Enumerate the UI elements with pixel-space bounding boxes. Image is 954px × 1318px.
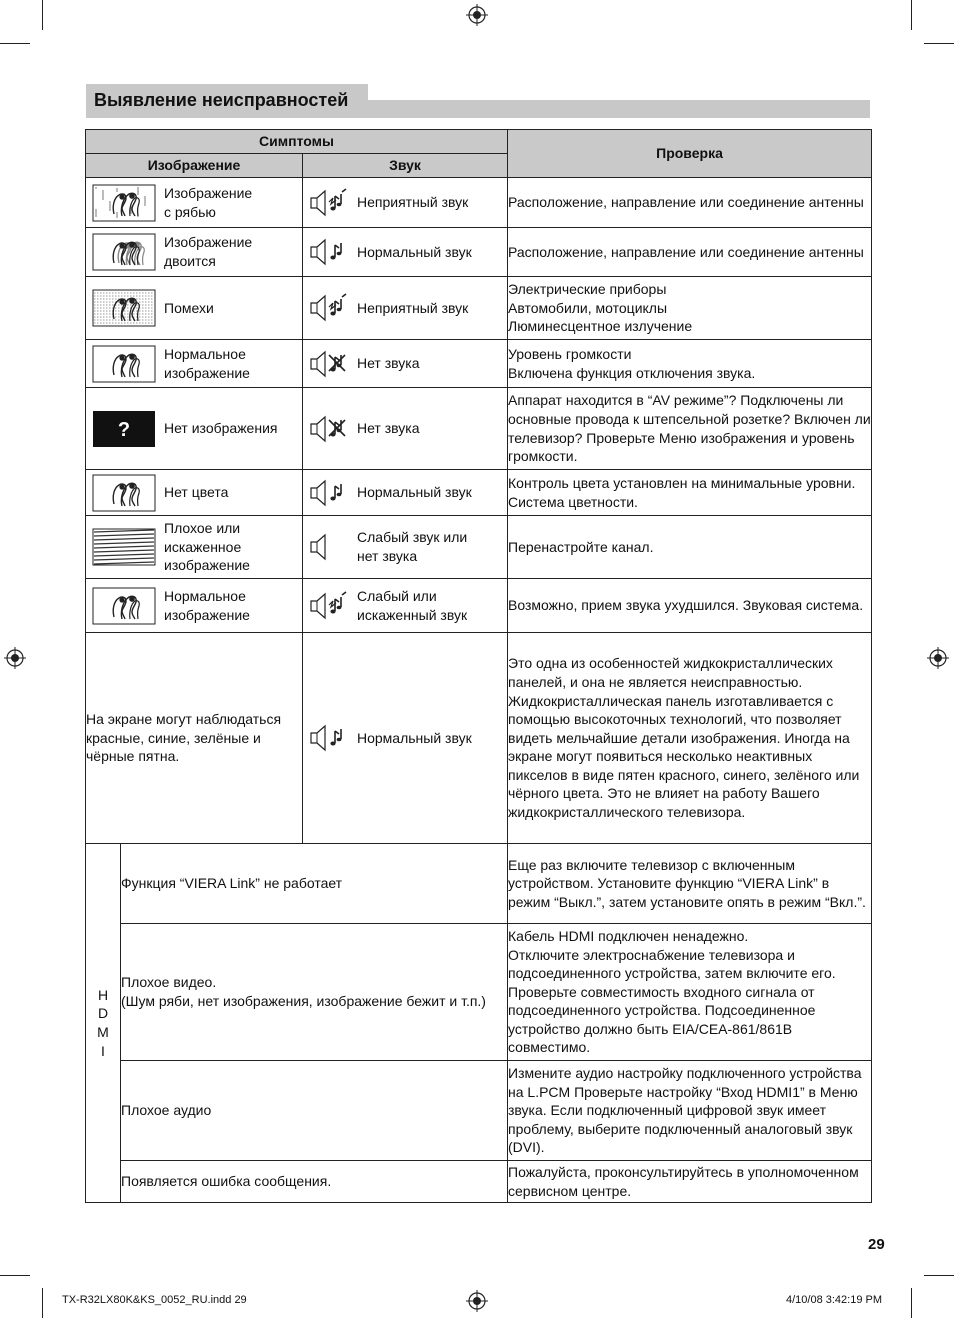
sound-symptom-text: Нормальный звук xyxy=(357,243,472,260)
normal-picture-icon xyxy=(92,345,156,383)
bad-sound-icon xyxy=(309,188,347,218)
crop-mark xyxy=(42,1288,43,1318)
check-text: Уровень громкости Включена функция отключения звука. xyxy=(508,340,872,388)
header-symptoms: Симптомы xyxy=(86,130,508,154)
crop-mark xyxy=(924,1275,954,1276)
picture-symptom-cell xyxy=(86,277,303,340)
crop-mark xyxy=(0,43,30,44)
no-sound-icon xyxy=(309,349,347,379)
normal-sound-icon xyxy=(309,723,347,753)
noisy-picture-icon xyxy=(92,184,156,222)
sound-symptom-text: Нет звука xyxy=(357,355,420,372)
section-title-band xyxy=(86,84,870,118)
hdmi-label xyxy=(86,844,121,1203)
spots-symptom-text: На экране могут наблюдаться красные, синие, зелёные и чёрные пятна. xyxy=(86,633,303,844)
no-picture-icon xyxy=(92,410,156,448)
sound-symptom-cell xyxy=(303,340,508,388)
sound-symptom-cell xyxy=(303,228,508,277)
normal-sound-icon xyxy=(309,237,347,267)
table-row xyxy=(86,924,872,1061)
crop-mark xyxy=(911,1288,912,1318)
sound-symptom-cell xyxy=(303,516,508,579)
hdmi-symptom-text: Функция “VIERA Link” не работает xyxy=(121,844,508,924)
table-row xyxy=(86,1161,872,1203)
interference-picture-icon xyxy=(92,289,156,327)
table-row xyxy=(86,277,872,340)
picture-symptom-text: Плохое или искаженное изображение xyxy=(164,520,250,574)
picture-symptom-cell xyxy=(86,470,303,516)
header-check: Проверка xyxy=(508,130,872,178)
footer-filename: TX-R32LX80K&KS_0052_RU.indd 29 xyxy=(62,1294,247,1306)
table-row xyxy=(86,1061,872,1161)
sound-symptom-text: Нормальный звук xyxy=(357,729,472,746)
sound-symptom-text: Нормальный звук xyxy=(357,484,472,501)
check-text: Расположение, направление или соединение антенны xyxy=(508,228,872,277)
check-text: Контроль цвета установлен на минимальные уровни. Система цветности. xyxy=(508,470,872,516)
check-text: Возможно, прием звука ухудшился. Звуковая система. xyxy=(508,579,872,633)
distorted-picture-icon xyxy=(92,528,156,566)
check-text: Измените аудио настройку подключенного устройства на L.PCM Проверьте настройку “Вход HDMI1” в Меню звука. Если подключенный цифровой звук имеет проблему, выберите подключенный аналоговый звук (DVI). xyxy=(508,1061,872,1161)
crop-mark xyxy=(0,1275,30,1276)
table-row xyxy=(86,340,872,388)
no-color-picture-icon xyxy=(92,474,156,512)
registration-mark-icon xyxy=(466,1290,488,1312)
check-text: Расположение, направление или соединение антенны xyxy=(508,178,872,228)
bad-sound-icon xyxy=(309,293,347,323)
hdmi-symptom-text: Плохое видео. (Шум ряби, нет изображения, изображение бежит и т.п.) xyxy=(121,924,508,1061)
picture-symptom-cell xyxy=(86,340,303,388)
crop-mark xyxy=(911,0,912,30)
hdmi-symptom-text: Появляется ошибка сообщения. xyxy=(121,1161,508,1203)
check-text: Еще раз включите телевизор с включенным устройством. Установите функцию “VIERA Link” в режим “Выкл.”, затем установите опять в режим “Вкл.”. xyxy=(508,844,872,924)
picture-symptom-text: Изображение с рябью xyxy=(164,184,253,220)
check-text: Перенастройте канал. xyxy=(508,516,872,579)
picture-symptom-text: Нет изображения xyxy=(164,420,278,437)
weak-sound-icon xyxy=(309,532,347,562)
troubleshooting-table xyxy=(85,129,872,1203)
sound-symptom-text: Нет звука xyxy=(357,420,420,437)
check-text: Электрические приборы Автомобили, мотоциклы Люминесцентное излучение xyxy=(508,277,872,340)
sound-symptom-cell xyxy=(303,388,508,470)
table-row xyxy=(86,388,872,470)
sound-symptom-text: Неприятный звук xyxy=(357,299,469,316)
sound-symptom-cell xyxy=(303,633,508,844)
registration-mark-icon xyxy=(927,647,949,669)
footer-timestamp: 4/10/08 3:42:19 PM xyxy=(786,1294,883,1306)
page-number: 29 xyxy=(868,1236,885,1253)
normal-sound-icon xyxy=(309,478,347,508)
sound-symptom-text: Слабый звук или нет звука xyxy=(357,529,468,564)
normal-picture-icon xyxy=(92,587,156,625)
hdmi-letter: D xyxy=(97,1005,109,1022)
picture-symptom-text: Нормальное изображение xyxy=(164,587,250,623)
table-row xyxy=(86,844,872,924)
picture-symptom-cell xyxy=(86,228,303,277)
registration-mark-icon xyxy=(466,4,488,26)
picture-symptom-cell xyxy=(86,579,303,633)
header-sound: Звук xyxy=(303,154,508,178)
hdmi-letter: I xyxy=(101,1042,105,1059)
picture-symptom-text: Нормальное изображение xyxy=(164,345,250,381)
table-row xyxy=(86,470,872,516)
double-picture-icon xyxy=(92,233,156,271)
picture-symptom-cell xyxy=(86,388,303,470)
bad-sound-icon xyxy=(309,591,347,621)
picture-symptom-text: Нет цвета xyxy=(164,484,229,501)
table-row xyxy=(86,178,872,228)
check-text: Это одна из особенностей жидкокристаллических панелей, и она не является неисправностью. Жидкокристаллическая панель изготавливается с помощью высокоточных технологий, что позволяет видеть мельчайшие детали изображения. Иногда на экране могут появиться несколько неактивных пикселов в виде пятен красного, синего, зелёного или чёрного цвета. Это не влияет на работу Вашего жидкокристаллического телевизора. xyxy=(508,633,872,844)
crop-mark xyxy=(42,0,43,30)
sound-symptom-cell xyxy=(303,277,508,340)
svg-text:?: ? xyxy=(117,418,131,441)
picture-symptom-cell xyxy=(86,516,303,579)
hdmi-letter: H xyxy=(97,986,109,1003)
sound-symptom-text: Слабый или искаженный звук xyxy=(357,587,468,623)
page-title: Выявление неисправностей xyxy=(94,90,349,110)
hdmi-letter: M xyxy=(97,1024,109,1040)
sound-symptom-text: Неприятный звук xyxy=(357,194,469,211)
picture-symptom-text: Помехи xyxy=(164,299,214,316)
table-row xyxy=(86,633,872,844)
sound-symptom-cell xyxy=(303,579,508,633)
registration-mark-icon xyxy=(4,647,26,669)
header-picture: Изображение xyxy=(86,154,303,178)
hdmi-symptom-text: Плохое аудио xyxy=(121,1061,508,1161)
no-sound-icon xyxy=(309,414,347,444)
crop-mark xyxy=(924,43,954,44)
table-row xyxy=(86,516,872,579)
table-row xyxy=(86,579,872,633)
picture-symptom-cell xyxy=(86,178,303,228)
picture-symptom-text: Изображение двоится xyxy=(164,234,253,269)
sound-symptom-cell xyxy=(303,470,508,516)
sound-symptom-cell xyxy=(303,178,508,228)
check-text: Пожалуйста, проконсультируйтесь в уполномоченном сервисном центре. xyxy=(508,1161,872,1203)
check-text: Аппарат находится в “AV режиме”? Подключены ли основные провода к штепсельной розетке? Включен ли телевизор? Проверьте Меню изображения и уровень громкости. xyxy=(508,388,872,470)
check-text: Кабель HDMI подключен ненадежно. Отключите электроснабжение телевизора и подсоединенного устройства, затем включите его. Проверьте совместимость входного сигнала от подсоединенного устройства. Подсоединенное устройство должно быть EIA/CEA-861/861B совместимо. xyxy=(508,924,872,1061)
table-row xyxy=(86,228,872,277)
